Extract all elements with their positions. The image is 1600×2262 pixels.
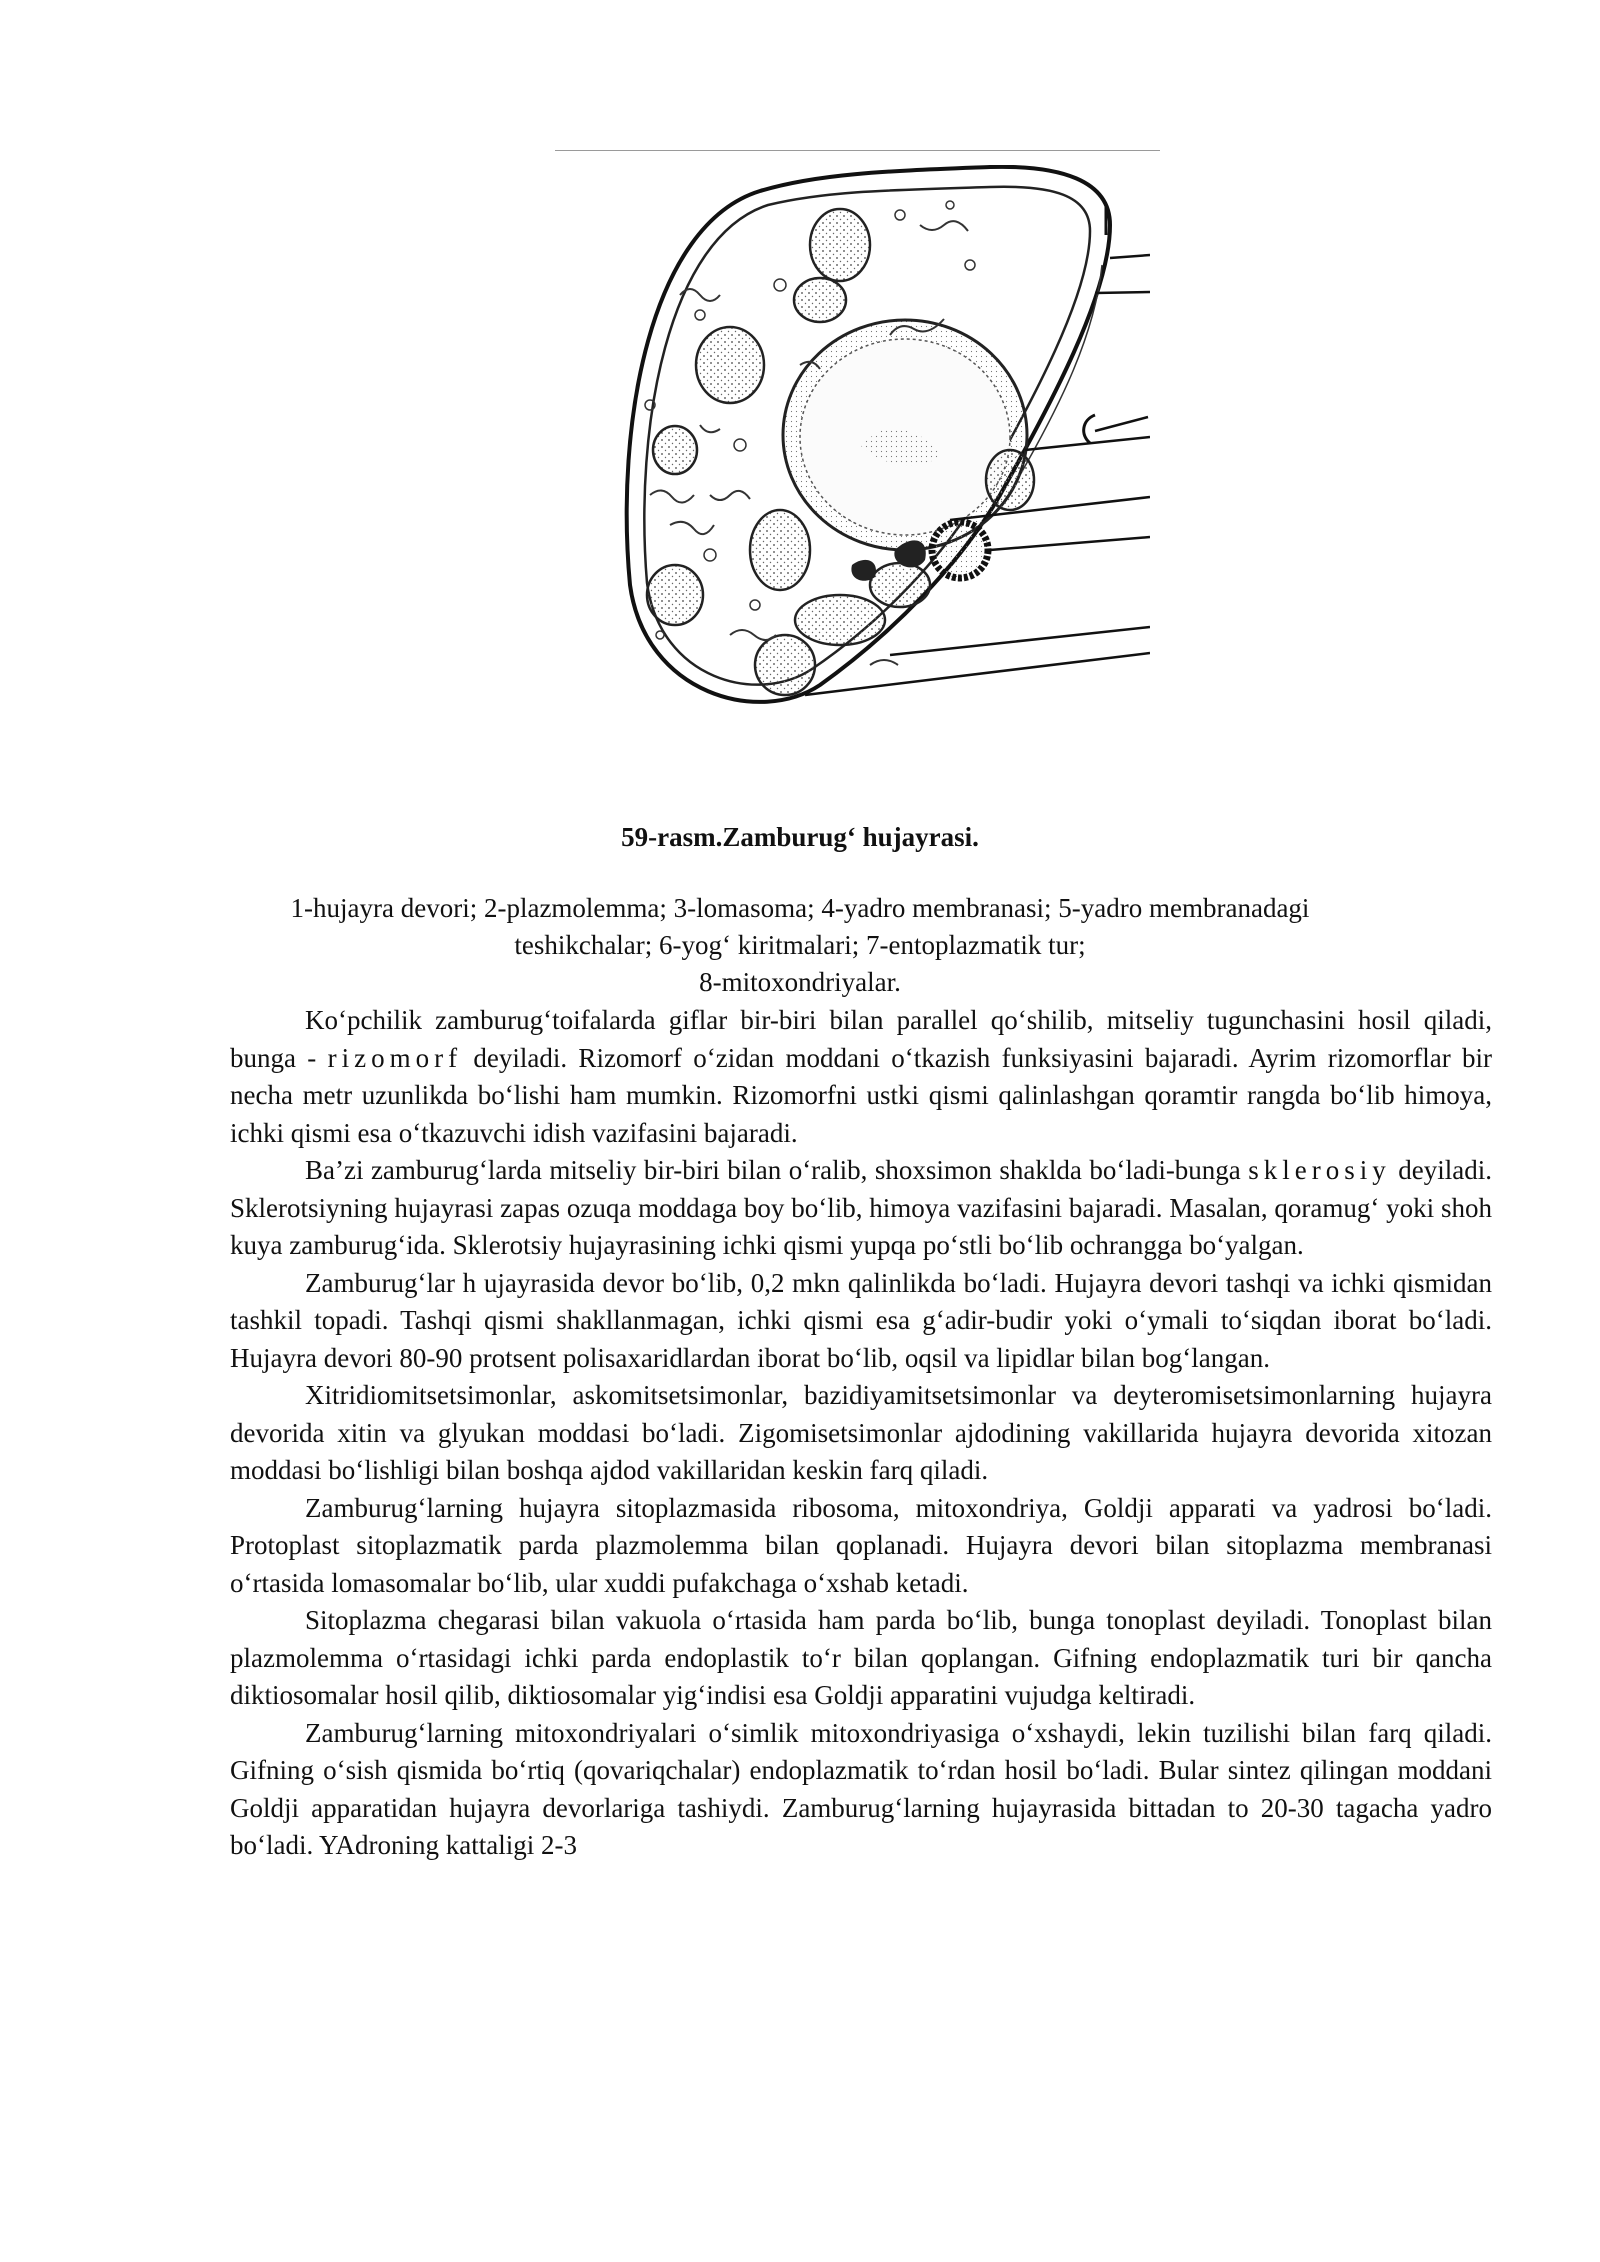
paragraph-tonoplast: Sitoplazma chegarasi bilan vakuola o‘rtasida ham parda bo‘lib, bunga tonoplast deyiladi. Tonoplast bilan plazmolemma o‘rtasidagi ichki parda endoplastik to‘r bilan qoplangan. Gifning endoplazmatik turi bir qancha diktiosomalar hosil qilib, diktiosomalar yig‘indisi esa Goldji apparatini vujudga keltiradi. <box>230 1605 1492 1710</box>
term-rizomorf: rizomorf <box>327 1042 463 1073</box>
paragraph-rizomorf <box>230 1002 1492 1152</box>
fungal-cell-figure <box>590 165 1150 755</box>
legend-line-3: 8-mitoxondriyalar. <box>699 967 901 997</box>
legend-line-2: teshikchalar; 6-yog‘ kiritmalari; 7-entoplazmatik tur; <box>514 930 1086 960</box>
body-text <box>230 1002 1492 1865</box>
paragraph-text: Ba’zi zamburug‘larda mitseliy bir-biri bilan o‘ralib, shoxsimon shaklda bo‘ladi-bunga <box>305 1155 1249 1185</box>
lipid-inclusion <box>932 522 988 578</box>
paragraph-sklerosiy <box>230 1152 1492 1265</box>
paragraph-text: deyiladi. Sklerotsiyning hujayrasi zapas ozuqa moddaga boy bo‘lib, himoya vazifasini bajaradi. Masalan, qoramug‘ yoki shoh kuya zamburug‘ida. Sklerotsiy hujayrasining ichki qismi yupqa po‘stli bo‘lib ochrangga bo‘yalgan. <box>230 1155 1492 1260</box>
paragraph-text: deyiladi. Rizomorf o‘zidan moddani o‘tkazish funksiyasini bajaradi. Ayrim rizomorflar bir necha metr uzunlikda bo‘lishi ham mumkin. Rizomorfni ustki qismi qalinlashgan qoramtir rangda bo‘lib himoya, ichki qismi esa o‘tkazuvchi idish vazifasini bajaradi. <box>230 1042 1492 1148</box>
paragraph-mitochondria: Zamburug‘larning mitoxondriyalari o‘simlik mitoxondriyasiga o‘xshaydi, lekin tuzilishi bilan farq qiladi. Gifning o‘sish qismida bo‘rtiq (qovariqchalar) endoplazmatik to‘rdan hosil bo‘ladi. Bular sintez qilingan moddani Goldji apparatidan hujayra devorlariga tashiydi. Zamburug‘larning hujayrasida bittadan to 20-30 tagacha yadro bo‘ladi. YAdroning kattaligi 2-3 <box>230 1717 1492 1860</box>
legend-line-1: 1-hujayra devori; 2-plazmolemma; 3-lomasoma; 4-yadro membranasi; 5-yadro membranadagi <box>290 893 1310 923</box>
paragraph-wall-composition: Xitridiomitsetsimonlar, askomitsetsimonlar, bazidiyamitsetsimonlar va deyteromisetsimonlarning hujayra devorida xitin va glyukan moddasi bo‘ladi. Zigomisetsimonlar ajdodining vakillarida hujayra devorida xitozan moddasi bo‘lishligi bilan boshqa ajdod vakillaridan keskin farq qiladi. <box>230 1380 1492 1485</box>
paragraph-text: Ko‘pchilik zamburug‘toifalarda giflar bir-biri bilan parallel qo‘shilib, mitseliy tugunchasini hosil qiladi, bunga - <box>230 1005 1492 1073</box>
term-sklerosiy: sklerosiy <box>1248 1155 1391 1185</box>
paragraph-cytoplasm: Zamburug‘larning hujayra sitoplazmasida ribosoma, mitoxondriya, Goldji apparati va yadrosi bo‘ladi. Protoplast sitoplazmatik parda plazmolemma bilan qoplanadi. Hujayra devori bilan sitoplazma membranasi o‘rtasida lomasomalar bo‘lib, ular xuddi pufakchaga o‘xshab ketadi. <box>230 1492 1492 1598</box>
paragraph-cell-wall: Zamburug‘lar h ujayrasida devor bo‘lib, 0,2 mkn qalinlikda bo‘ladi. Hujayra devori tashqi va ichki qismidan tashkil topadi. Tashqi qismi shakllanmagan, ichki qismi esa g‘adir-budir yoki o‘ymali to‘siqdan iborat bo‘ladi. Hujayra devori 80-90 protsent polisaxaridlardan iborat bo‘lib, oqsil va lipidlar bilan bog‘langan. <box>230 1267 1492 1373</box>
top-divider <box>555 150 1160 151</box>
fungal-cell-illustration <box>590 165 1150 755</box>
figure-caption-title: 59-rasm.Zamburug‘ hujayrasi. <box>621 822 979 852</box>
lomasome <box>1084 415 1095 443</box>
figure-legend <box>230 890 1370 1001</box>
